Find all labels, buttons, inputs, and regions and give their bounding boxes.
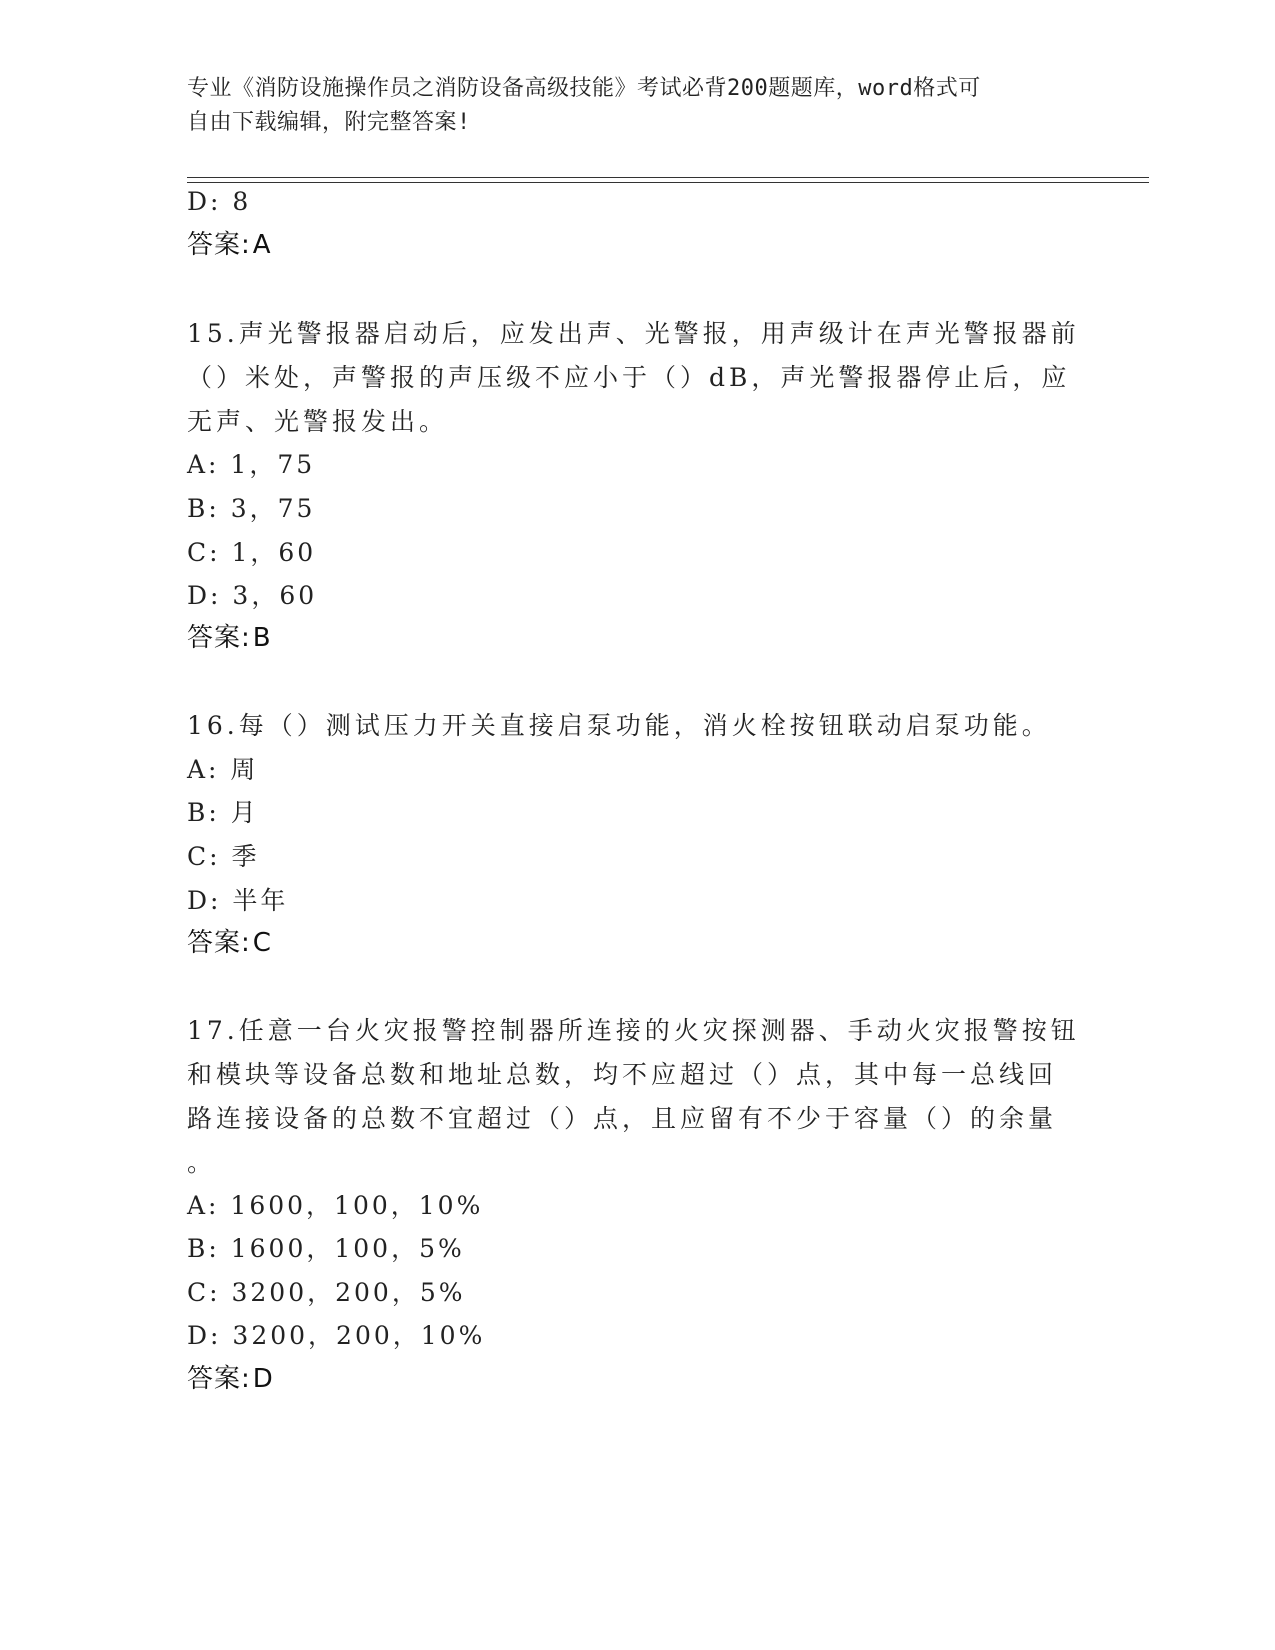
header-divider-bottom <box>187 182 1149 183</box>
q15-text-line-3: 无声、光警报发出。 <box>187 407 449 436</box>
q17-text-line-4: 。 <box>187 1148 217 1177</box>
q15-answer <box>187 622 272 654</box>
q17-text-line-2: 和模块等设备总数和地址总数，均不应超过（）点，其中每一总线回 <box>187 1060 1058 1089</box>
q17-option-a: A: 1600，100，10% <box>187 1191 484 1220</box>
q16-option-b: B: 月 <box>187 798 259 827</box>
q15-text-line-1: 15.声光警报器启动后，应发出声、光警报，用声级计在声光警报器前 <box>187 319 1080 348</box>
answer-value: C <box>252 928 272 958</box>
q15-text-line-2: （）米处，声警报的声压级不应小于（）dB，声光警报器停止后，应 <box>187 363 1071 392</box>
q17-option-c: C: 3200，200，5% <box>187 1278 466 1307</box>
header-line-2: 自由下载编辑，附完整答案! <box>187 110 471 135</box>
q17-answer <box>187 1363 274 1395</box>
q17-option-b: B: 1600，100，5% <box>187 1234 465 1263</box>
q15-option-a: A: 1，75 <box>187 450 316 479</box>
q17-text-line-1: 17.任意一台火灾报警控制器所连接的火灾探测器、手动火灾报警按钮 <box>187 1016 1080 1045</box>
q16-option-a: A: 周 <box>187 755 259 784</box>
q15-option-d: D: 3，60 <box>187 581 318 610</box>
prev-option-d: D: 8 <box>187 187 252 216</box>
q16-answer <box>187 927 272 959</box>
answer-label: 答案: <box>187 623 251 653</box>
answer-label: 答案: <box>187 1364 251 1394</box>
prev-answer <box>187 229 272 261</box>
answer-label: 答案: <box>187 928 251 958</box>
header-line-1: 专业《消防设施操作员之消防设备高级技能》考试必背200题题库，word格式可 <box>187 76 981 101</box>
document-header <box>187 72 1067 140</box>
header-divider-top <box>187 177 1149 178</box>
q15-option-c: C: 1，60 <box>187 538 317 567</box>
q16-option-c: C: 季 <box>187 842 260 871</box>
answer-label: 答案: <box>187 230 251 260</box>
answer-value: A <box>252 230 272 260</box>
q15-option-b: B: 3，75 <box>187 494 316 523</box>
q17-text-line-3: 路连接设备的总数不宜超过（）点，且应留有不少于容量（）的余量 <box>187 1104 1058 1133</box>
answer-value: B <box>252 623 272 653</box>
q16-option-d: D: 半年 <box>187 886 289 915</box>
q17-option-d: D: 3200，200，10% <box>187 1321 486 1350</box>
q16-text-line-1: 16.每（）测试压力开关直接启泵功能，消火栓按钮联动启泵功能。 <box>187 711 1051 740</box>
answer-value: D <box>252 1364 274 1394</box>
